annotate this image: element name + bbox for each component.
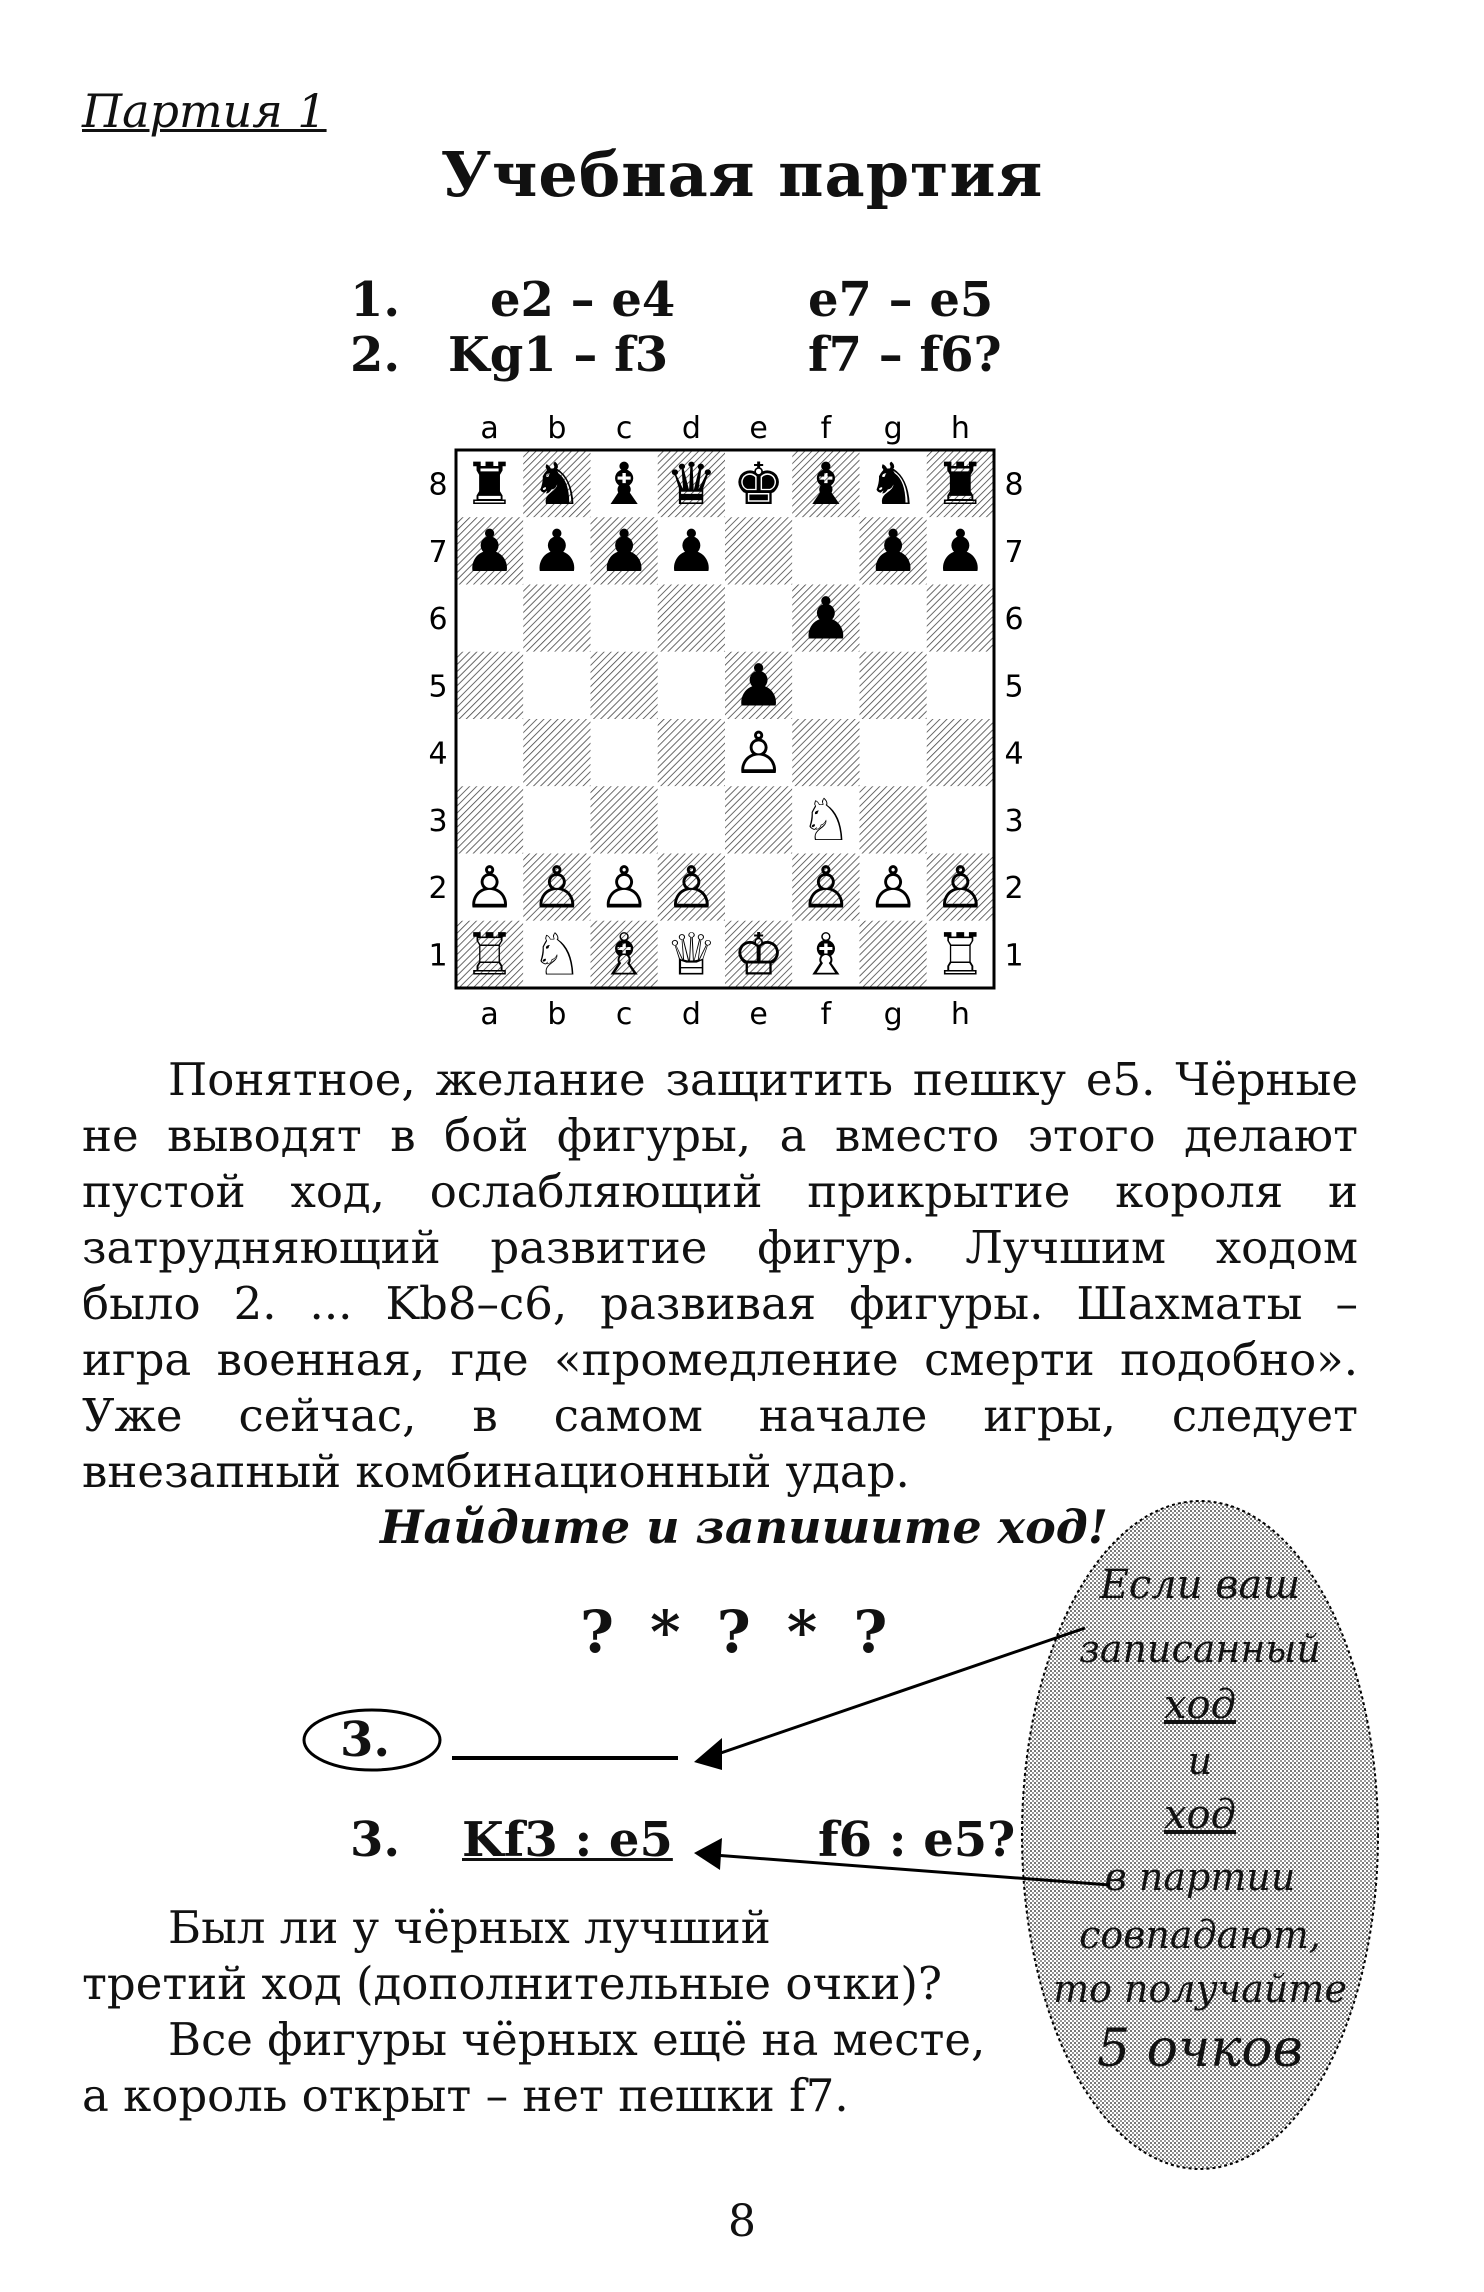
file-label: h <box>950 997 970 1032</box>
arrow-to-answer <box>712 1628 1085 1756</box>
page-number: 8 <box>728 2196 756 2247</box>
rank-label: 4 <box>1004 736 1024 772</box>
move-2-black: f7 – f6? <box>808 327 1002 383</box>
page-title: Учебная партия <box>440 138 1044 211</box>
question-line: Все фигуры чёрных ещё на месте, <box>168 2013 986 2066</box>
question-marks: ? * ? * ? <box>580 1598 896 1666</box>
move-1-black: e7 – e5 <box>808 272 994 328</box>
move-3-number: 3. <box>350 1812 401 1868</box>
rank-label: 4 <box>428 736 448 772</box>
file-label: e <box>749 411 768 446</box>
chess-piece: ♟ <box>530 517 583 586</box>
oval-note-line: записанный <box>1079 1627 1321 1671</box>
chess-piece: ♜ <box>934 449 987 518</box>
chess-piece: ♙ <box>598 853 651 922</box>
file-label: f <box>820 411 832 446</box>
rank-label: 6 <box>1004 602 1024 638</box>
rank-label: 3 <box>428 803 448 839</box>
move-3-black: f6 : e5? <box>818 1812 1016 1868</box>
file-label: d <box>681 997 701 1032</box>
move-2-number: 2. <box>350 327 401 383</box>
file-label: g <box>883 411 903 446</box>
chess-piece: ♖ <box>934 920 987 989</box>
question-line: третий ход (дополнительные очки)? <box>82 1957 943 2010</box>
commentary-line: не выводят в бой фигуры, а вместо этого делают <box>82 1109 1358 1162</box>
oval-note-line: в партии <box>1104 1855 1296 1899</box>
oval-note-line: ход <box>1164 1682 1236 1728</box>
rank-label: 7 <box>428 534 448 570</box>
move-3-white: Kf3 : e5 <box>462 1812 673 1868</box>
chess-piece: ♝ <box>799 449 852 518</box>
rank-label: 5 <box>1004 669 1024 705</box>
file-label: a <box>480 997 499 1032</box>
rank-label: 3 <box>1004 803 1024 839</box>
chess-piece: ♟ <box>867 517 920 586</box>
chess-piece: ♚ <box>732 449 785 518</box>
commentary-line: внезапный комбинационный удар. <box>82 1445 910 1498</box>
chess-piece: ♟ <box>732 651 785 720</box>
chess-piece: ♟ <box>463 517 516 586</box>
rank-label: 1 <box>1004 938 1024 974</box>
file-label: e <box>749 997 768 1032</box>
chess-piece: ♟ <box>799 584 852 653</box>
chess-piece: ♙ <box>463 853 516 922</box>
chess-piece: ♙ <box>732 718 785 787</box>
file-label: b <box>547 997 567 1032</box>
question-line: а король открыт – нет пешки f7. <box>82 2069 849 2122</box>
commentary-line: Понятное, желание защитить пешку e5. Чёрные <box>168 1053 1358 1106</box>
rank-label: 5 <box>428 669 448 705</box>
oval-note-line: 5 очков <box>1097 2019 1303 2079</box>
file-label: h <box>950 411 970 446</box>
rank-label: 6 <box>428 602 448 638</box>
file-label: c <box>615 411 633 446</box>
chess-piece: ♞ <box>867 449 920 518</box>
chess-piece: ♘ <box>530 920 583 989</box>
file-label: g <box>883 997 903 1032</box>
chess-piece: ♟ <box>934 517 987 586</box>
oval-note-line: то получайте <box>1053 1967 1347 2011</box>
oval-note-line: Если ваш <box>1099 1562 1301 1608</box>
rank-label: 7 <box>1004 534 1024 570</box>
chess-piece: ♖ <box>463 920 516 989</box>
chess-piece: ♘ <box>799 786 852 855</box>
move-1-number: 1. <box>350 272 401 328</box>
chess-piece: ♙ <box>867 853 920 922</box>
chess-piece: ♕ <box>665 920 718 989</box>
rank-label: 2 <box>1004 871 1024 907</box>
file-label: b <box>547 411 567 446</box>
chess-piece: ♗ <box>598 920 651 989</box>
rank-label: 1 <box>428 938 448 974</box>
commentary-line: было 2. ... Kb8–c6, развивая фигуры. Шахматы – <box>82 1277 1358 1330</box>
commentary-line: Уже сейчас, в самом начале игры, следует <box>82 1389 1358 1442</box>
chess-piece: ♙ <box>665 853 718 922</box>
question-paragraph <box>82 1900 985 2124</box>
chess-piece: ♝ <box>598 449 651 518</box>
file-label: d <box>681 411 701 446</box>
rank-label: 8 <box>1004 467 1024 503</box>
arrow-to-move3 <box>714 1855 1110 1885</box>
rank-label: 2 <box>428 871 448 907</box>
file-label: f <box>820 997 832 1032</box>
task-prompt: Найдите и запишите ход! <box>380 1500 1108 1554</box>
rank-label: 8 <box>428 467 448 503</box>
chess-piece: ♗ <box>799 920 852 989</box>
move-1-white: e2 – e4 <box>490 272 676 328</box>
move-2-white: Kg1 – f3 <box>448 327 669 383</box>
chess-piece: ♔ <box>732 920 785 989</box>
game-label: Партия 1 <box>82 84 327 138</box>
commentary-line: пустой ход, ослабляющий прикрытие короля и <box>82 1165 1358 1218</box>
commentary-line: затрудняющий развитие фигур. Лучшим ходом <box>82 1221 1358 1274</box>
question-line: Был ли у чёрных лучший <box>168 1901 771 1954</box>
chess-piece: ♟ <box>665 517 718 586</box>
chess-piece: ♛ <box>665 449 718 518</box>
chess-piece: ♙ <box>530 853 583 922</box>
answer-number: 3. <box>340 1712 391 1768</box>
commentary-line: игра военная, где «промедление смерти подобно». <box>82 1333 1358 1386</box>
file-label: c <box>615 997 633 1032</box>
chess-piece: ♟ <box>598 517 651 586</box>
chess-piece: ♙ <box>934 853 987 922</box>
oval-note-line: совпадают, <box>1079 1913 1321 1957</box>
file-label: a <box>480 411 499 446</box>
chess-piece: ♙ <box>799 853 852 922</box>
chess-piece: ♜ <box>463 449 516 518</box>
oval-note-line: и <box>1187 1739 1213 1783</box>
oval-note-line: ход <box>1164 1792 1236 1838</box>
chess-piece: ♞ <box>530 449 583 518</box>
